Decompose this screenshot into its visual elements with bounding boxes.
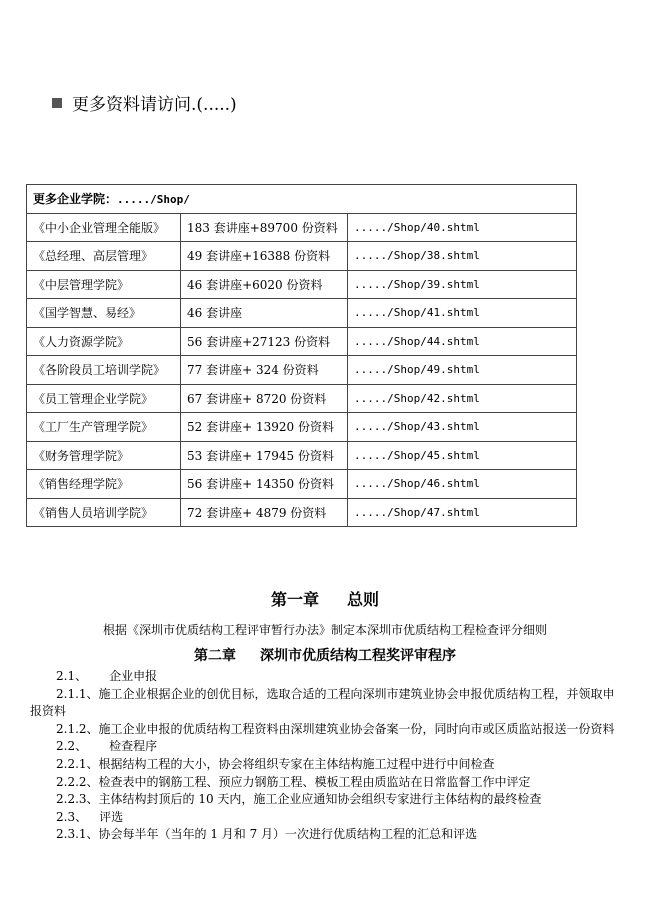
course-name-cell: 《中层管理学院》 bbox=[27, 270, 181, 299]
section-2-3-heading bbox=[30, 809, 622, 827]
table-row bbox=[27, 327, 577, 356]
course-url-cell[interactable]: ...../Shop/47.shtml bbox=[348, 498, 577, 527]
table-row bbox=[27, 384, 577, 413]
table-row bbox=[27, 242, 577, 271]
chapter-2-title: 深圳市优质结构工程奖评审程序 bbox=[260, 648, 456, 664]
course-content-cell: 183 套讲座+89700 份资料 bbox=[181, 213, 348, 242]
section-2-1-heading bbox=[30, 668, 622, 686]
course-url-cell[interactable]: ...../Shop/38.shtml bbox=[348, 242, 577, 271]
course-name-cell: 《销售经理学院》 bbox=[27, 470, 181, 499]
course-content-cell: 52 套讲座+ 13920 份资料 bbox=[181, 413, 348, 442]
course-content-cell: 72 套讲座+ 4879 份资料 bbox=[181, 498, 348, 527]
resource-link-text: 更多资料请访问.(.....) bbox=[72, 95, 237, 115]
table-header-row bbox=[27, 185, 577, 214]
clause-2-2-3: 2.2.3、主体结构封顶后的 10 天内，施工企业应通知协会组织专家进行主体结构的最终检查 bbox=[56, 792, 542, 807]
course-url-cell[interactable]: ...../Shop/46.shtml bbox=[348, 470, 577, 499]
course-content-cell: 46 套讲座 bbox=[181, 299, 348, 328]
clause-2-1-2: 2.1.2、施工企业申报的优质结构工程资料由深圳建筑业协会备案一份，同时向市或区质监站报送一份资料 bbox=[56, 721, 615, 736]
section-2-3-number: 2.3、 bbox=[56, 809, 88, 824]
course-catalog-table bbox=[26, 184, 577, 527]
catalog-header-url[interactable]: ...../Shop/ bbox=[117, 193, 190, 207]
course-url-cell[interactable]: ...../Shop/41.shtml bbox=[348, 299, 577, 328]
basis-statement: 根据《深圳市优质结构工程评审暂行办法》制定本深圳市优质结构工程检查评分细则 bbox=[102, 623, 547, 637]
course-name-cell: 《总经理、高层管理》 bbox=[27, 242, 181, 271]
course-url-cell[interactable]: ...../Shop/39.shtml bbox=[348, 270, 577, 299]
chapter-2-number: 第二章 bbox=[194, 648, 236, 664]
chapter-1-heading bbox=[0, 587, 650, 610]
course-content-cell: 49 套讲座+16388 份资料 bbox=[181, 242, 348, 271]
catalog-header-label: 更多企业学院： bbox=[33, 192, 118, 207]
square-bullet-icon bbox=[52, 98, 62, 108]
table-row bbox=[27, 441, 577, 470]
section-2-3-title: 评选 bbox=[99, 809, 124, 824]
clause-2-3-1: 2.3.1、协会每半年（当年的 1 月和 7 月）一次进行优质结构工程的汇总和评选 bbox=[56, 827, 478, 842]
course-name-cell: 《中小企业管理全能版》 bbox=[27, 213, 181, 242]
catalog-header-cell bbox=[27, 185, 577, 214]
table-row bbox=[27, 213, 577, 242]
course-name-cell: 《销售人员培训学院》 bbox=[27, 498, 181, 527]
course-url-cell[interactable]: ...../Shop/49.shtml bbox=[348, 356, 577, 385]
course-name-cell: 《人力资源学院》 bbox=[27, 327, 181, 356]
table-row bbox=[27, 498, 577, 527]
chapter-2-heading bbox=[0, 645, 650, 665]
section-2-1-number: 2.1、 bbox=[56, 669, 88, 683]
course-url-cell[interactable]: ...../Shop/40.shtml bbox=[348, 213, 577, 242]
section-2-2-number: 2.2、 bbox=[56, 739, 88, 754]
course-content-cell: 46 套讲座+6020 份资料 bbox=[181, 270, 348, 299]
section-2-2-title: 检查程序 bbox=[109, 739, 158, 754]
course-url-cell[interactable]: ...../Shop/43.shtml bbox=[348, 413, 577, 442]
table-row bbox=[27, 270, 577, 299]
section-2-2-heading bbox=[30, 738, 622, 756]
table-row bbox=[27, 413, 577, 442]
course-content-cell: 56 套讲座+ 14350 份资料 bbox=[181, 470, 348, 499]
course-content-cell: 77 套讲座+ 324 份资料 bbox=[181, 356, 348, 385]
course-url-cell[interactable]: ...../Shop/44.shtml bbox=[348, 327, 577, 356]
chapter-1-number: 第一章 bbox=[270, 590, 319, 609]
chapter-1-title: 总则 bbox=[347, 590, 380, 609]
course-content-cell: 53 套讲座+ 17945 份资料 bbox=[181, 441, 348, 470]
table-row bbox=[27, 470, 577, 499]
course-name-cell: 《国学智慧、易经》 bbox=[27, 299, 181, 328]
course-name-cell: 《各阶段员工培训学院》 bbox=[27, 356, 181, 385]
procedure-body bbox=[30, 668, 622, 844]
course-name-cell: 《员工管理企业学院》 bbox=[27, 384, 181, 413]
course-content-cell: 56 套讲座+27123 份资料 bbox=[181, 327, 348, 356]
clause-2-2-2: 2.2.2、检查表中的钢筋工程、预应力钢筋工程、模板工程由质监站在日常监督工作中评定 bbox=[56, 774, 531, 789]
clause-2-1-1: 2.1.1、施工企业根据企业的创优目标，选取合适的工程向深圳市建筑业协会申报优质结构工程，并领取申报资料 bbox=[30, 686, 615, 719]
course-name-cell: 《工厂生产管理学院》 bbox=[27, 413, 181, 442]
table-row bbox=[27, 299, 577, 328]
resource-link[interactable] bbox=[52, 90, 237, 115]
table-row bbox=[27, 356, 577, 385]
clause-2-2-1: 2.2.1、根据结构工程的大小，协会将组织专家在主体结构施工过程中进行中间检查 bbox=[56, 756, 495, 771]
course-name-cell: 《财务管理学院》 bbox=[27, 441, 181, 470]
course-content-cell: 67 套讲座+ 8720 份资料 bbox=[181, 384, 348, 413]
section-2-1-title: 企业申报 bbox=[109, 669, 158, 683]
course-url-cell[interactable]: ...../Shop/42.shtml bbox=[348, 384, 577, 413]
course-url-cell[interactable]: ...../Shop/45.shtml bbox=[348, 441, 577, 470]
